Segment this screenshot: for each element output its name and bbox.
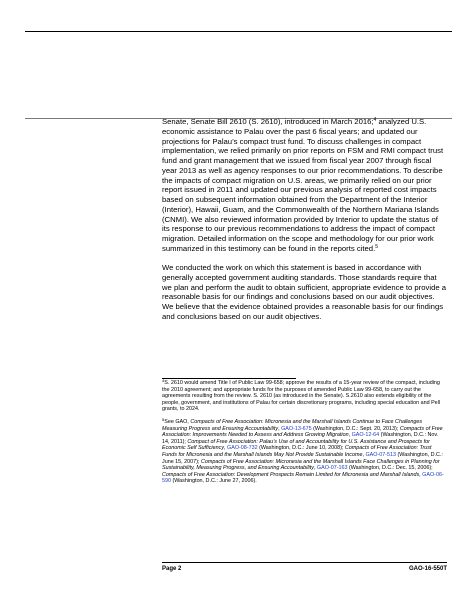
header-rule [25, 31, 452, 32]
footnote-5: $^5$See GAO, Compacts of Free Association: Micronesia and the Marshall Islands Continue to Face Challenges Measuring Progress and Ensuring Accountability, GAO-13-675 (Washington, D.C.: Sept. 20, 2013); Compacts of Free Association: Improvements Needed to Assess and Address Growing Migration, GAO-12-64 (Washington, D.C.: Nov. 14, 2011); Compact of Free Association: Palau’s Use of and Accountability for U.S. Assistance and Prospects for Economic Self Sufficiency, GAO-08-732 (Washington, D.C.: June 10, 2008); Compacts of Free Association: Trust Funds for Micronesia and the Marshall Islands May Not Provide Sustainable Income, GAO-07-513 (Washington, D.C.: June 15, 2007); Compacts of Free Association: Micronesia and the Marshall Islands Face Challenges in Planning for Sustainability, Measuring Progress, and Ensuring Accountability, GAO-07-163 (Washington, D.C.: Dec. 15, 2006); Compacts of Free Association: Development Prospects Remain Limited for Micronesia and Marshall Islands, GAO-06-590 (Washington, D.C.: June 27, 2006). [162, 416, 444, 485]
footnote-4: $^4$S. 2610 would amend Title I of Public Law 99-658; approve the results of a 15-year review of the compact, including the 2010 agreement; and appropriate funds for the purposes of amended Public Law 99-658, to carry out the agreements resulting from the review. S. 2610 (as introduced in the Senate). S.2610 also extends eligibility of the people, government, and institutions of Palau for certain discretionary programs, including special education and Pell grants, to 2024. [162, 378, 441, 413]
paragraph-standards: We conducted the work on which this statement is based in accordance with generally accepted government auditing standards. Those standards require that we plan and perform the audit to obtain sufficient, appropriate evidence to provide a reasonable basis for our findings and conclusions based on our audit objectives. We believe that the evidence obtained provides a reasonable basis for our findings and conclusions based on our audit objectives. [162, 263, 447, 321]
body-text [162, 117, 447, 331]
report-link-gao-13-675[interactable]: GAO-13-675 [281, 425, 312, 432]
report-id: GAO-16-550T [408, 566, 447, 572]
page-number: Page 2 [162, 566, 182, 572]
paragraph-scope: Senate, Senate Bill 2610 (S. 2610), introduced in March 2016;$^4$ analyzed U.S. economic assistance to Palau over the past 6 fiscal years; and updated our projections for Palau’s compact trust fund. To discuss challenges in compact implementation, we relied primarily on prior reports on FSM and RMI compact trust fund and grant management that we issued from fiscal year 2007 through fiscal year 2013 as well as agency responses to our prior recommendations. To describe the impacts of compact migration on U.S. areas, we primarily relied on our prior report issued in 2011 and updated our previous analysis of reported cost impacts based on subsequent information obtained from the Department of the Interior (Interior), Hawaii, Guam, and the Commonwealth of the Northern Mariana Islands (CNMI). We also reviewed information provided by Interior to update the status of its response to our previous recommendations to address the impact of compact migration. Detailed information on the scope and methodology for our prior work summarized in this testimony can be found in the reports cited.$^5$ [162, 117, 444, 253]
footnotes [162, 380, 447, 491]
footnote-rule [162, 378, 296, 379]
footnote-ref-4[interactable]: 4 [373, 117, 377, 123]
footnote-ref-5[interactable]: 5 [375, 243, 379, 250]
report-link-gao-07-163[interactable]: GAO-07-163 [316, 465, 348, 472]
footer-rule [162, 562, 447, 563]
report-link-gao-08-732[interactable]: GAO-08-732 [227, 445, 258, 452]
report-link-gao-07-513[interactable]: GAO-07-513 [365, 451, 397, 458]
report-link-gao-12-64[interactable]: GAO-12-64 [351, 432, 380, 439]
report-link-gao-06-590[interactable]: GAO-06-590 [162, 471, 444, 485]
